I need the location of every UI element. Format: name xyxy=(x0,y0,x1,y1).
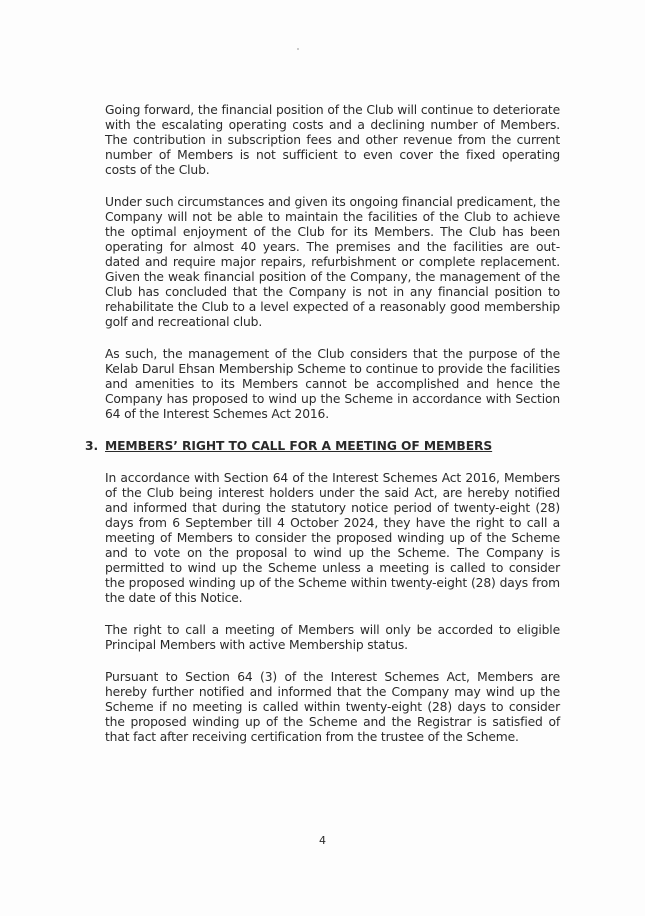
paragraph-circumstances: Under such circumstances and given its ongoing financial predicament, the Company will not be able to maintain the facilities of the Club to achieve the optimal enjoyment of the Club for its Members. The Club has been operating for almost 40 years. The premises and the facilities are out-dated and require major repairs, refurbishment or complete replacement. Given the weak financial position of the Company, the management of the Club has concluded that the Company is not in any financial position to rehabilitate the Club to a level expected of a reasonably good membership golf and recreational club. xyxy=(105,195,560,329)
section-number: 3. xyxy=(85,439,99,453)
page-number: 4 xyxy=(319,834,326,847)
section-title: MEMBERS’ RIGHT TO CALL FOR A MEETING OF MEMBERS xyxy=(105,439,493,453)
document-body xyxy=(85,103,560,762)
paragraph-right-to-call: In accordance with Section 64 of the Interest Schemes Act 2016, Members of the Club being interest holders under the said Act, are hereby notified and informed that during the statutory notice period of twenty-eight (28) days from 6 September till 4 October 2024, they have the right to call a meeting of Members to consider the proposed winding up of the Scheme and to vote on the proposal to wind up the Scheme. The Company is permitted to wind up the Scheme unless a meeting is called to consider the proposed winding up of the Scheme within twenty-eight (28) days from the date of this Notice. xyxy=(105,471,560,605)
paragraph-financial-position: Going forward, the financial position of the Club will continue to deteriorate with the escalating operating costs and a declining number of Members. The contribution in subscription fees and other revenue from the current number of Members is not sufficient to even cover the fixed operating costs of the Club. xyxy=(105,103,560,177)
section-heading xyxy=(85,439,560,454)
scan-speck xyxy=(297,48,299,50)
paragraph-section-64-3: Pursuant to Section 64 (3) of the Interest Schemes Act, Members are hereby further notified and informed that the Company may wind up the Scheme if no meeting is called within twenty-eight (28) days to consider the proposed winding up of the Scheme and the Registrar is satisfied of that fact after receiving certification from the trustee of the Scheme. xyxy=(105,670,560,744)
paragraph-eligibility: The right to call a meeting of Members will only be accorded to eligible Principal Members with active Membership status. xyxy=(105,623,560,652)
paragraph-purpose: As such, the management of the Club considers that the purpose of the Kelab Darul Ehsan Membership Scheme to continue to provide the facilities and amenities to its Members cannot be accomplished and hence the Company has proposed to wind up the Scheme in accordance with Section 64 of the Interest Schemes Act 2016. xyxy=(105,347,560,421)
